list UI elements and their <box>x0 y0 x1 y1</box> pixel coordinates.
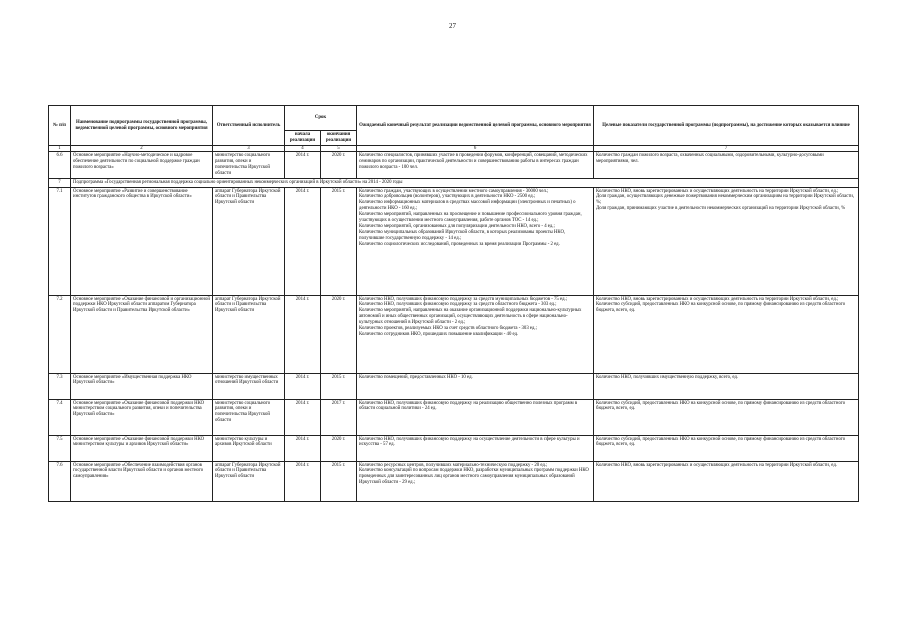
row-number: 6.6 <box>49 152 71 179</box>
header-num: № п/п <box>49 106 71 146</box>
row-number: 7.4 <box>49 399 71 435</box>
row-result <box>357 373 594 399</box>
header-result: Ожидаемый конечный результат реализации ведомственной целевой программы, основного мероприятия <box>357 106 594 146</box>
row-indicators <box>594 187 859 295</box>
row-start: 2014 г. <box>285 187 321 295</box>
table-row <box>49 187 859 295</box>
result-line: Количество мероприятий, направленных на оказание организационной поддержки национально-культурных автономий и иных общественных организаций, осуществляющих деятельность в сфере национально-культурных отношений в Иркутской области - 2 ед.; <box>359 308 582 326</box>
indicator-line: Количество субсидий, предоставленных НКО на конкурсной основе, по прямому финансированию из средств областного бюджета, всего, ед. <box>596 400 846 412</box>
row-indicators <box>594 461 859 501</box>
indicator-line: Количество граждан пожилого возраста, охваченных социальными, оздоровительными, культурно-досуговыми мероприятиями, чел. <box>596 153 824 164</box>
row-start: 2014 г. <box>285 373 321 399</box>
header-end: окончания реализации <box>321 131 357 146</box>
header-term: Срок <box>285 106 357 131</box>
result-line: Количество НКО, получивших финансовую поддержку за средств муниципальных бюджетов - 75 ед.; <box>359 296 568 302</box>
row-indicators <box>594 399 859 435</box>
result-line: Количество помещений, предоставленных НКО - 10 ед. <box>359 374 473 380</box>
result-line: Количество сотрудников НКО, прошедших повышение квалификации - 40 ед. <box>359 331 519 337</box>
row-responsible: аппарат Губернатора Иркутской области и Правительства Иркутской области <box>213 461 285 501</box>
indicator-line: Количество НКО, вновь зарегистрированных и осуществляющих деятельность на территории Иркутской области, ед. <box>596 462 837 468</box>
program-table <box>48 105 859 502</box>
row-indicators <box>594 373 859 399</box>
row-name: Основное мероприятие «Оказание финансовой поддержки НКО министерством культуры и архивов Иркутской области» <box>71 435 213 461</box>
row-responsible: министерство культуры и архивов Иркутской области <box>213 435 285 461</box>
row-start: 2014 г. <box>285 152 321 179</box>
table-row <box>49 399 859 435</box>
col-number: 6 <box>357 146 594 152</box>
result-line: Количество проектов, реализуемых НКО за счет средств областного бюджета - 303 ед.; <box>359 326 537 332</box>
row-number: 7 <box>49 178 71 187</box>
result-line: Количество информационных материалов в средствах массовой информации (электронных и печатных) о деятельности НКО - 160 ед.; <box>359 200 576 212</box>
row-result <box>357 187 594 295</box>
result-line: Количество добровольцев (волонтеров), участвующих в деятельности НКО - 2500 ед.; <box>359 194 536 200</box>
result-line: Количество ресурсных центров, получивших материально-техническую поддержку - 20 ед.; <box>359 462 548 468</box>
table-row <box>49 461 859 501</box>
row-name: Основное мероприятие «Обеспечение взаимодействия органов государственной власти Иркутской области и органов местного самоуправления» <box>71 461 213 501</box>
result-line: Количество мероприятий, организованных для популяризации деятельности НКО, всего - 4 ед.; <box>359 223 555 229</box>
col-number: 4 <box>285 146 321 152</box>
result-line: Количество консультаций по вопросам поддержки НКО, разработки муниципальных программ поддержки НКО проведенных для заинтересованных лиц органов местного самоуправления муниципальных образований Иркутской области - 29 ед.; <box>359 468 589 486</box>
row-result <box>357 295 594 373</box>
result-line: Количество НКО, получивших финансовую поддержку на реализацию общественно полезных программ в области социальной политики - 24 ед. <box>359 400 578 412</box>
row-name: Основное мероприятие «Имущественная поддержка НКО Иркутской области» <box>71 373 213 399</box>
row-end: 2015 г. <box>321 187 357 295</box>
row-indicators <box>594 152 859 179</box>
result-line: Количество мероприятий, направленных на просвещение и повышение профессионального уровня граждан, участвующих в осуществлении местного самоуправления, работе органов ТОС - 14 ед.; <box>359 212 582 224</box>
col-number: 3 <box>213 146 285 152</box>
table-row <box>49 373 859 399</box>
table-row <box>49 152 859 179</box>
result-line: Количество граждан, участвующих в осуществлении местного самоуправления - 30000 чел.; <box>359 188 549 194</box>
row-responsible: министерство социального развития, опеки и попечительства Иркутской области <box>213 399 285 435</box>
table-row <box>49 178 859 187</box>
table-row <box>49 295 859 373</box>
result-line: Количество НКО, получивших финансовую поддержку на осуществление деятельности в сфере культуры и искусства - 57 ед. <box>359 436 580 448</box>
row-indicators <box>594 435 859 461</box>
row-name: Основное мероприятие «Развитие и совершенствование институтов гражданского общества в Иркутской области» <box>71 187 213 295</box>
row-responsible: аппарат Губернатора Иркутской области и Правительства Иркутской области <box>213 295 285 373</box>
header-start: начала реализации <box>285 131 321 146</box>
row-start: 2014 г. <box>285 461 321 501</box>
row-name: Основное мероприятие «Оказание финансовой поддержки НКО министерством социального развития, опеки и попечительства Иркутской области» <box>71 399 213 435</box>
row-end: 2015 г. <box>321 373 357 399</box>
row-number: 7.3 <box>49 373 71 399</box>
row-responsible: аппарат Губернатора Иркутской области и Правительства Иркутской области <box>213 187 285 295</box>
header-responsible: Ответственный исполнитель <box>213 106 285 146</box>
row-start: 2014 г. <box>285 435 321 461</box>
row-responsible: министерство социального развития, опеки и попечительства Иркутской области <box>213 152 285 179</box>
result-line: Количество НКО, получивших финансовую поддержку за средств областного бюджета - 303 ед.; <box>359 302 557 308</box>
row-start: 2014 г. <box>285 295 321 373</box>
row-result <box>357 461 594 501</box>
col-number: 2 <box>71 146 213 152</box>
indicator-line: Доля граждан, осуществляющих денежные пожертвования некоммерческим организациям на территории Иркутской области, %; <box>596 194 855 206</box>
indicator-line: Количество субсидий, предоставленных НКО на конкурсной основе, по прямому финансированию из средств областного бюджета, всего, ед. <box>596 302 846 314</box>
row-number: 7.2 <box>49 295 71 373</box>
row-number: 7.1 <box>49 187 71 295</box>
row-responsible: министерство имущественных отношений Иркутской области <box>213 373 285 399</box>
row-end: 2020 г. <box>321 435 357 461</box>
header-indicators: Целевые показатели государственной программы (подпрограммы), на достижение которых оказывается влияние <box>594 106 859 146</box>
page-number: 27 <box>449 22 456 30</box>
col-number: 7 <box>594 146 859 152</box>
table-row <box>49 435 859 461</box>
header-name: Наименование подпрограммы государственной программы, ведомственной целевой программы, основного мероприятия <box>71 106 213 146</box>
row-result <box>357 399 594 435</box>
result-line: Количество муниципальных образований Иркутской области, в которых реализованы проекты НКО, получившие государственную поддержку - 14 ед.; <box>359 229 566 241</box>
result-line: Количество социологических исследований, проведенных за время реализации Программы - 2 ед. <box>359 241 560 247</box>
row-end: 2015 г. <box>321 461 357 501</box>
col-number: 1 <box>49 146 71 152</box>
row-result <box>357 152 594 179</box>
row-end: 2020 г. <box>321 295 357 373</box>
row-indicators <box>594 295 859 373</box>
row-number: 7.6 <box>49 461 71 501</box>
indicator-line: Количество НКО, вновь зарегистрированных и осуществляющих деятельность на территории Иркутской области, ед.; <box>596 296 839 302</box>
subprogram-title: Подпрограмма «Государственная региональная поддержка социально ориентированных некоммерческих организаций в Иркутской области» на 2014 - 2020 годы <box>71 178 859 187</box>
row-name: Основное мероприятие «Оказание финансовой и организационной поддержки НКО Иркутской области аппаратом Губернатора Иркутской области и Правительства Иркутской области» <box>71 295 213 373</box>
indicator-line: Количество НКО, получивших имущественную поддержку, всего, ед. <box>596 374 739 380</box>
indicator-line: Доля граждан, принимающих участие в деятельности некоммерческих организаций на территории Иркутской области, % <box>596 206 846 212</box>
indicator-line: Количество субсидий, предоставленных НКО на конкурсной основе, по прямому финансированию из средств областного бюджета, всего, ед. <box>596 436 846 448</box>
row-name: Основное мероприятие «Научно-методическое и кадровое обеспечение деятельности по социальной поддержке граждан пожилого возраста» <box>71 152 213 179</box>
row-result <box>357 435 594 461</box>
row-end: 2020 г. <box>321 152 357 179</box>
row-start: 2014 г. <box>285 399 321 435</box>
row-end: 2017 г. <box>321 399 357 435</box>
row-number: 7.5 <box>49 435 71 461</box>
col-number: 5 <box>321 146 357 152</box>
indicator-line: Количество НКО, вновь зарегистрированных и осуществляющих деятельность на территории Иркутской области, ед.; <box>596 188 839 194</box>
result-line: Количество специалистов, принявших участие в проведении форумов, конференций, совещаний, методических семинаров по организации, практической деятельности и совершенствованию работы в интересах граждан пожилого возраста - 100 чел. <box>359 153 588 170</box>
